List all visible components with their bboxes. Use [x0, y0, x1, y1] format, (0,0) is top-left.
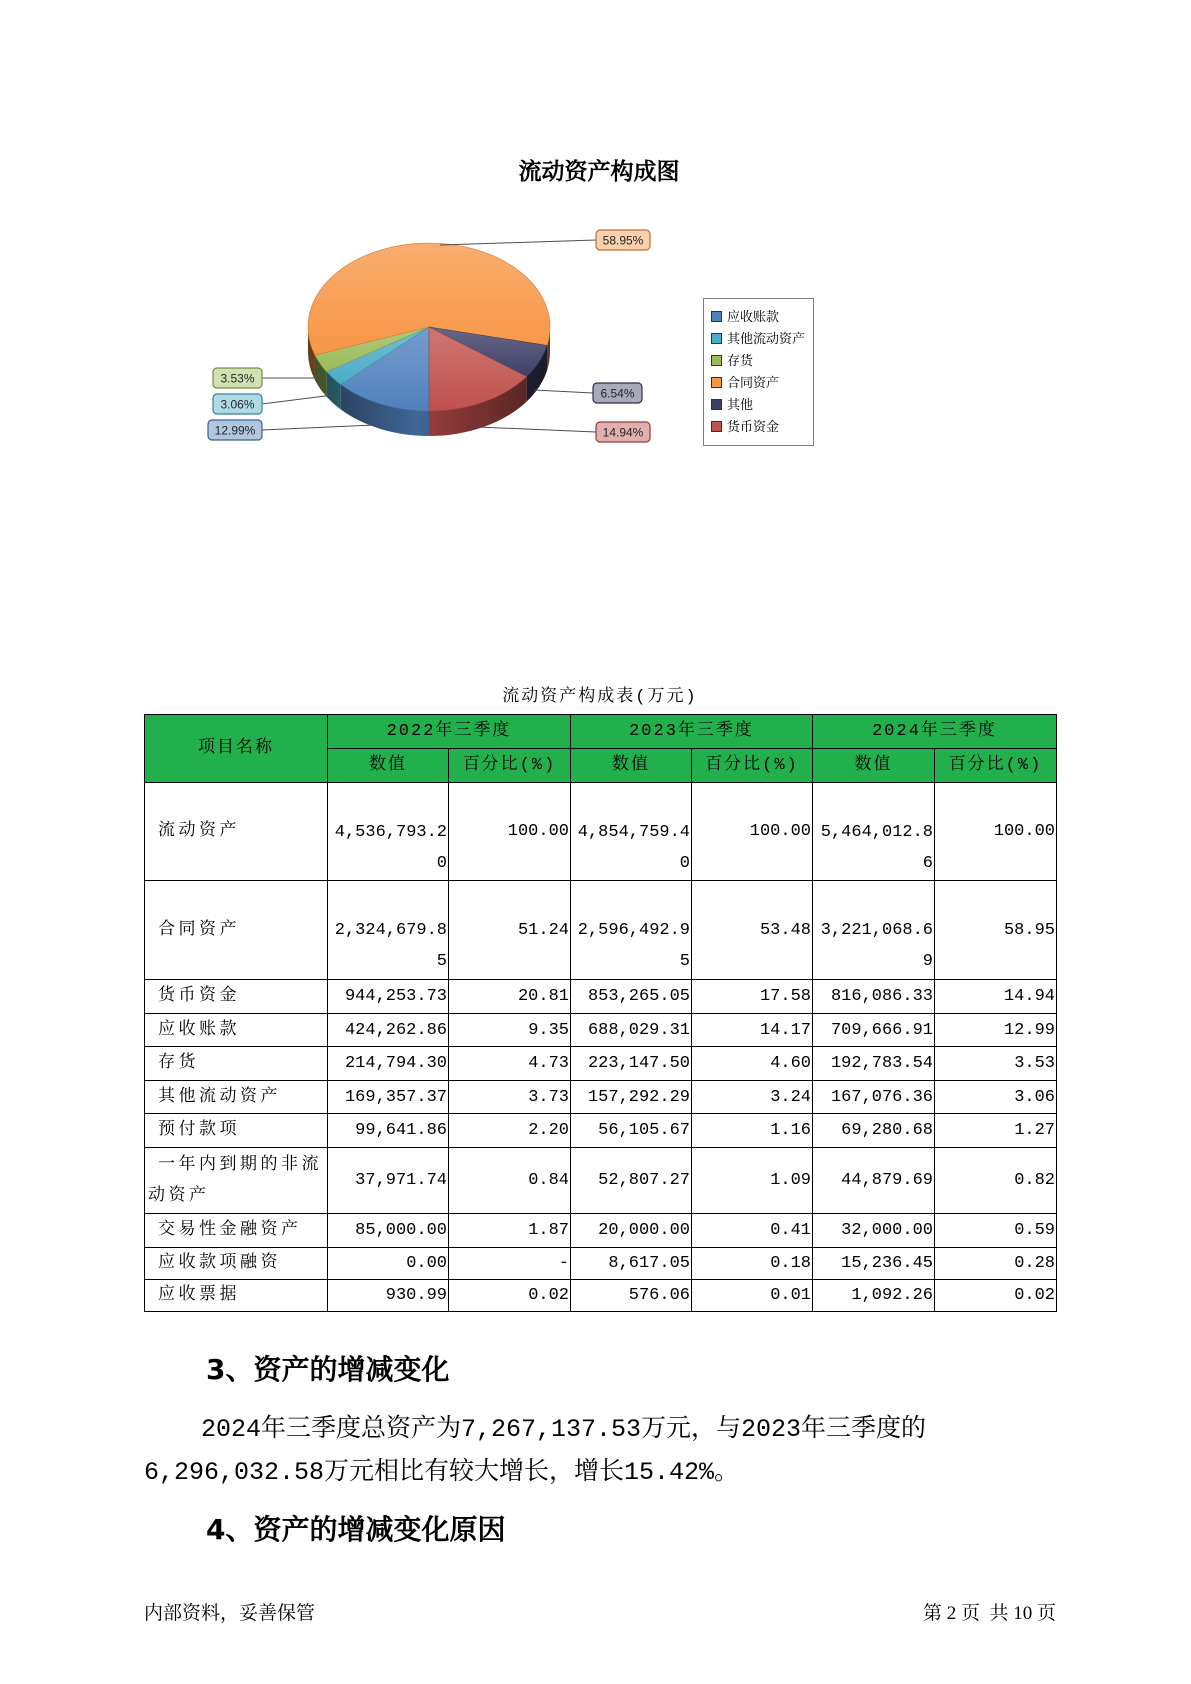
value-cell: 52,807.27 — [571, 1148, 692, 1214]
data-label-accounts-receivable — [208, 420, 262, 440]
percent-cell: 0.28 — [935, 1248, 1057, 1280]
percent-header: 百分比(%) — [692, 749, 813, 783]
legend-swatch — [711, 355, 722, 366]
value-cell: 576.06 — [571, 1280, 692, 1312]
value-cell: 424,262.86 — [328, 1014, 449, 1047]
percent-cell: 4.73 — [449, 1047, 571, 1081]
legend-swatch — [711, 333, 722, 344]
item-name-header: 项目名称 — [145, 715, 328, 783]
legend-item-monetary-funds — [711, 417, 813, 439]
value-header: 数值 — [571, 749, 692, 783]
data-label-text: 3.06% — [220, 397, 255, 412]
data-label-other-current-assets — [213, 394, 262, 414]
leader-line — [477, 427, 596, 432]
table-row — [145, 1248, 1057, 1280]
value-cell: 69,280.68 — [813, 1114, 935, 1148]
leader-line — [440, 240, 596, 245]
value-cell: 20,000.00 — [571, 1214, 692, 1248]
percent-cell: 1.16 — [692, 1114, 813, 1148]
row-label: 应收款项融资 — [145, 1248, 328, 1280]
row-label: 流动资产 — [145, 783, 328, 881]
data-label-monetary-funds — [596, 422, 650, 442]
legend-label: 应收账款 — [727, 310, 780, 325]
leader-line — [262, 395, 333, 404]
value-cell: 3,221,068.69 — [813, 881, 935, 980]
section-heading: 4、资产的增减变化原因 — [206, 1513, 506, 1546]
value-cell: 2,324,679.85 — [328, 881, 449, 980]
data-label-text: 58.95% — [602, 233, 644, 248]
percent-cell: 3.24 — [692, 1081, 813, 1114]
table-row — [145, 980, 1057, 1014]
value-cell: 44,879.69 — [813, 1148, 935, 1214]
row-label: 存货 — [145, 1047, 328, 1081]
percent-cell: 100.00 — [449, 783, 571, 881]
table-row — [145, 1148, 1057, 1214]
header-row — [145, 715, 1057, 749]
row-label: 合同资产 — [145, 881, 328, 980]
percent-cell: 51.24 — [449, 881, 571, 980]
current-assets-table — [144, 714, 1057, 1312]
value-cell: 56,105.67 — [571, 1114, 692, 1148]
percent-cell: 100.00 — [935, 783, 1057, 881]
percent-cell: 17.58 — [692, 980, 813, 1014]
percent-cell: 0.82 — [935, 1148, 1057, 1214]
percent-cell: 58.95 — [935, 881, 1057, 980]
percent-cell: 0.59 — [935, 1214, 1057, 1248]
legend-label: 货币资金 — [727, 420, 780, 435]
value-cell: 688,029.31 — [571, 1014, 692, 1047]
period-header: 2022年三季度 — [328, 715, 571, 749]
value-cell: 4,854,759.40 — [571, 783, 692, 881]
value-cell: 169,357.37 — [328, 1081, 449, 1114]
value-header: 数值 — [328, 749, 449, 783]
data-label-contract-assets — [596, 230, 650, 250]
row-label: 货币资金 — [145, 980, 328, 1014]
value-cell: 15,236.45 — [813, 1248, 935, 1280]
legend-item-other — [711, 395, 813, 417]
value-cell: 816,086.33 — [813, 980, 935, 1014]
value-cell: 0.00 — [328, 1248, 449, 1280]
percent-cell: 14.94 — [935, 980, 1057, 1014]
table-caption: 流动资产构成表(万元) — [502, 688, 698, 707]
data-label-text: 3.53% — [220, 371, 255, 386]
value-cell: 157,292.29 — [571, 1081, 692, 1114]
row-label: 交易性金融资产 — [145, 1214, 328, 1248]
data-label-other — [593, 383, 642, 403]
table-row — [145, 1014, 1057, 1047]
legend-label: 其他 — [727, 398, 754, 413]
percent-cell: 0.01 — [692, 1280, 813, 1312]
table-row — [145, 1280, 1057, 1312]
value-cell: 8,617.05 — [571, 1248, 692, 1280]
value-cell: 709,666.91 — [813, 1014, 935, 1047]
value-cell: 85,000.00 — [328, 1214, 449, 1248]
value-cell: 192,783.54 — [813, 1047, 935, 1081]
percent-cell: 2.20 — [449, 1114, 571, 1148]
percent-cell: 4.60 — [692, 1047, 813, 1081]
chart-title: 流动资产构成图 — [518, 159, 680, 185]
percent-cell: 14.17 — [692, 1014, 813, 1047]
percent-cell: 0.84 — [449, 1148, 571, 1214]
footer-confidential-note: 内部资料，妥善保管 — [144, 1603, 316, 1624]
percent-cell: - — [449, 1248, 571, 1280]
leader-line — [262, 425, 374, 430]
data-label-text: 6.54% — [600, 386, 635, 401]
legend-swatch — [711, 377, 722, 388]
percent-cell: 0.18 — [692, 1248, 813, 1280]
table-row — [145, 1114, 1057, 1148]
value-header: 数值 — [813, 749, 935, 783]
percent-cell: 0.41 — [692, 1214, 813, 1248]
percent-cell: 1.87 — [449, 1214, 571, 1248]
value-cell: 1,092.26 — [813, 1280, 935, 1312]
percent-cell: 1.27 — [935, 1114, 1057, 1148]
legend-label: 合同资产 — [727, 376, 780, 391]
percent-header: 百分比(%) — [449, 749, 571, 783]
section-heading: 3、资产的增减变化 — [206, 1353, 450, 1386]
percent-cell: 3.53 — [935, 1047, 1057, 1081]
value-cell: 944,253.73 — [328, 980, 449, 1014]
row-label: 应收账款 — [145, 1014, 328, 1047]
legend-swatch — [711, 399, 722, 410]
value-cell: 32,000.00 — [813, 1214, 935, 1248]
legend-item-inventory — [711, 351, 813, 373]
value-cell: 223,147.50 — [571, 1047, 692, 1081]
percent-cell: 3.73 — [449, 1081, 571, 1114]
period-header: 2023年三季度 — [571, 715, 813, 749]
table-row — [145, 881, 1057, 980]
legend-swatch — [711, 311, 722, 322]
table-row — [145, 1214, 1057, 1248]
percent-cell: 12.99 — [935, 1014, 1057, 1047]
percent-cell: 0.02 — [935, 1280, 1057, 1312]
data-label-inventory — [213, 368, 262, 388]
value-cell: 5,464,012.86 — [813, 783, 935, 881]
percent-cell: 1.09 — [692, 1148, 813, 1214]
pie-chart — [0, 0, 1191, 500]
legend-swatch — [711, 421, 722, 432]
percent-cell: 3.06 — [935, 1081, 1057, 1114]
chart-legend — [703, 298, 814, 446]
value-cell: 853,265.05 — [571, 980, 692, 1014]
legend-item-accounts-receivable — [711, 307, 813, 329]
legend-label: 存货 — [727, 354, 754, 369]
legend-item-other-current-assets — [711, 329, 813, 351]
percent-cell: 0.02 — [449, 1280, 571, 1312]
percent-cell: 100.00 — [692, 783, 813, 881]
value-cell: 99,641.86 — [328, 1114, 449, 1148]
leader-line — [534, 390, 593, 393]
section-paragraph: 2024年三季度总资产为7,267,137.53万元，与2023年三季度的6,296,032.58万元相比有较大增长，增长15.42%。 — [144, 1415, 927, 1487]
row-label: 预付款项 — [145, 1114, 328, 1148]
value-cell: 167,076.36 — [813, 1081, 935, 1114]
value-cell: 2,596,492.95 — [571, 881, 692, 980]
percent-cell: 20.81 — [449, 980, 571, 1014]
footer-page-number: 第 2 页 共 10 页 — [922, 1603, 1056, 1624]
percent-cell: 9.35 — [449, 1014, 571, 1047]
row-label: 应收票据 — [145, 1280, 328, 1312]
legend-item-contract-assets — [711, 373, 813, 395]
data-label-text: 14.94% — [602, 425, 644, 440]
table-row — [145, 783, 1057, 881]
percent-header: 百分比(%) — [935, 749, 1057, 783]
row-label: 其他流动资产 — [145, 1081, 328, 1114]
period-header: 2024年三季度 — [813, 715, 1057, 749]
table-row — [145, 1081, 1057, 1114]
pie-top-faces — [308, 243, 550, 411]
value-cell: 214,794.30 — [328, 1047, 449, 1081]
percent-cell: 53.48 — [692, 881, 813, 980]
table-row — [145, 1047, 1057, 1081]
legend-label: 其他流动资产 — [727, 332, 806, 347]
value-cell: 37,971.74 — [328, 1148, 449, 1214]
data-label-text: 12.99% — [214, 423, 256, 438]
value-cell: 930.99 — [328, 1280, 449, 1312]
row-label: 一年内到期的非流动资产 — [145, 1148, 328, 1214]
value-cell: 4,536,793.20 — [328, 783, 449, 881]
